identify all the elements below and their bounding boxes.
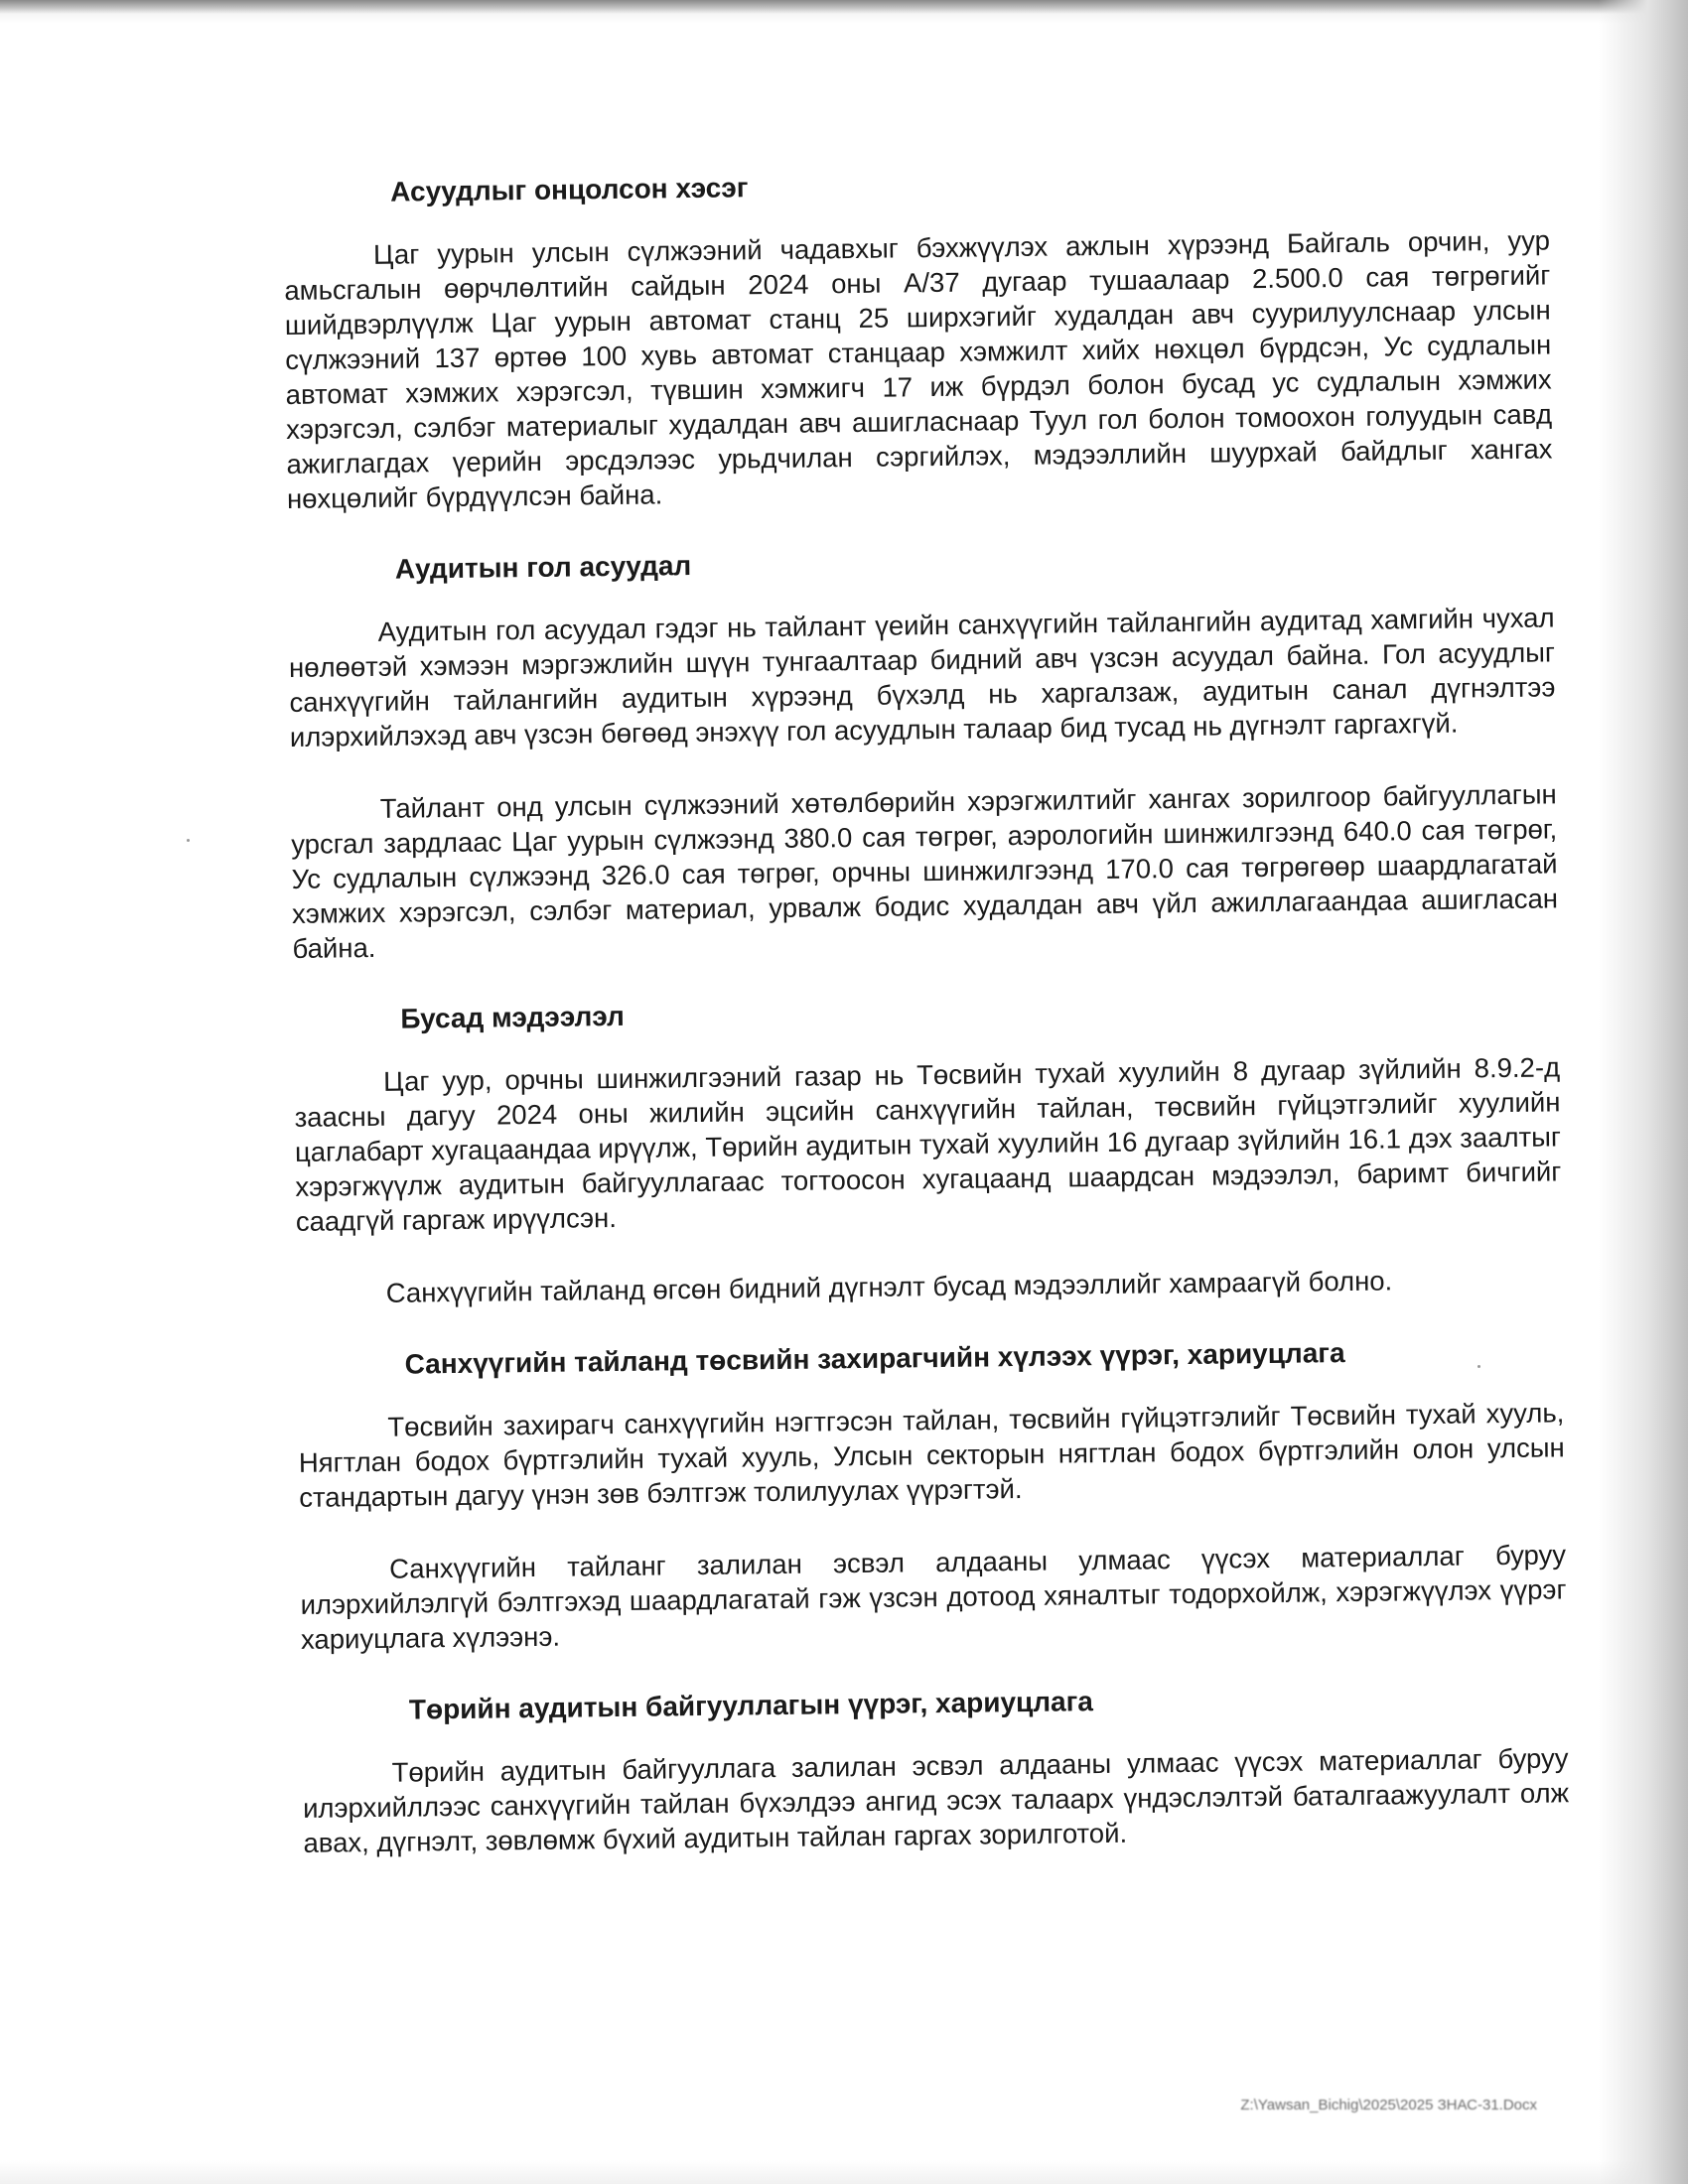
page-fold-shadow [1599, 0, 1688, 2184]
section-key-audit-matter [288, 538, 1559, 966]
section-key-issue [283, 161, 1553, 516]
scan-speck [187, 839, 190, 842]
section-heading: Аудитын гол асуудал [394, 550, 692, 585]
paragraph: Цаг уурын улсын сүлжээний чадавхыг бэхжүүлэх ажлын хүрээнд Байгаль орчин, уур амьсгалын өөрчлөлтийн сайдын 2024 оны А/37 дугаар тушаалаар 2.500.0 сая төгрөгийг шийдвэрлүүлж Цаг уурын автомат станц 25 ширхэгийг худалдан авч суурилуулснаар улсын сүлжээний 137 өртөө 100 хувь автомат станцаар хэмжилт хийх нөхцөл бүрдсэн, Ус судлалын автомат хэмжих хэрэгсэл, түвшин хэмжигч 17 иж бүрдэл болон бусад ус судлалын хэмжих хэрэгсэл, сэлбэг материалыг худалдан авч ашигласнаар Туул гол болон томоохон голуудын савд ажиглагдах үерийн эрсдэлээс урьдчилан сэргийлэх, мэдээллийн шуурхай байдлыг хангах нөхцөлийг бүрдүүлсэн байна. [284, 224, 1553, 514]
paragraph: Санхүүгийн тайланд өгсөн бидний дүгнэлт бусад мэдээллийг хамраагүй болно. [385, 1265, 1393, 1308]
paragraph: Тайлант онд улсын сүлжээний хөтөлбөрийн хэрэгжилтийг хангах зорилгоор байгууллагын урсгал зардлаас Цаг уурын сүлжээнд 380.0 сая төгрөг, аэрологийн шинжилгээнд 640.0 сая төгрөг, Ус судлалын сүлжээнд 326.0 сая төгрөг, орчны шинжилгээнд 170.0 сая төгрөгөөр шаардлагатай хэмжих хэрэгсэл, сэлбэг материал, урвалж бодис худалдан авч үйл ажиллагаандаа ашигласан байна. [291, 778, 1559, 964]
section-heading: Бусад мэдээлэл [400, 1000, 625, 1034]
paragraph: Санхүүгийн тайланг залилан эсвэл алдааны улмаас үүсэх материаллаг буруу илэрхийлэлгүй бэлтгэхэд шаардлагатай гэж үзсэн дотоод хяналтыг тодорхойлж, хэрэгжүүлэх үүрэг хариуцлага хүлээнэ. [300, 1539, 1567, 1655]
section-auditor-responsibility [302, 1679, 1570, 1860]
paragraph: Цаг уур, орчны шинжилгээний газар нь Төсвийн тухай хуулийн 8 дугаар зүйлийн 8.9.2-д заасны дагуу 2024 оны жилийн эцсийн санхүүгийн тайлан, төсвийн гүйцэтгэлийг хуулийн цаглабарт хугацаандаа ирүүлж, Төрийн аудитын тухай хуулийн 16 дугаар зүйлийн 16.1 дэх заалтыг хэрэгжүүлж аудитын байгууллагаас тогтоосон хугацаанд шаардсан мэдээлэл, баримт бичгийг саадгүй гаргаж ирүүлсэн. [294, 1051, 1562, 1237]
section-other-information [293, 988, 1563, 1311]
document-body [283, 161, 1570, 1897]
section-heading: Асуудлыг онцолсон хэсэг [390, 172, 749, 207]
section-heading: Санхүүгийн тайланд төсвийн захирагчийн хүлээх үүрэг, хариуцлага [404, 1337, 1345, 1380]
section-management-responsibility [297, 1333, 1567, 1657]
paragraph: Аудитын гол асуудал гэдэг нь тайлант үеийн санхүүгийн тайлангийн аудитад хамгийн чухал нөлөөтэй хэмээн мэргэжлийн шүүн тунгаалтаар бидний авч үзсэн асуудал байна. Гол асуудлыг санхүүгийн тайлангийн аудитын хүрээнд бүхэлд нь харгалзаж, аудитын санал дүгнэлтээ илэрхийлэхэд авч үзсэн бөгөөд энэхүү гол асуудлын талаар бид тусад нь дүгнэлт гаргахгүй. [288, 602, 1556, 752]
scan-top-shadow [0, 0, 1688, 14]
file-path-footer: Z:\Yawsan_Bichig\2025\2025 ЗНАС-31.Docx [1240, 2097, 1537, 2114]
paragraph: Төсвийн захирагч санхүүгийн нэгтгэсэн тайлан, төсвийн гүйцэтгэлийг Төсвийн тухай хууль, Нягтлан бодох бүртгэлийн тухай хууль, Улсын секторын нягтлан бодох бүртгэлийн олон улсын стандартын дагуу үнэн зөв бэлтгэж толилуулах үүрэгтэй. [298, 1397, 1565, 1513]
section-heading: Төрийн аудитын байгууллагын үүрэг, хариуцлага [408, 1686, 1094, 1725]
paragraph: Төрийн аудитын байгууллага залилан эсвэл алдааны улмаас үүсэх материаллаг буруу илэрхийллээс санхүүгийн тайлан бүхэлдээ ангид эсэх талаарх үндэслэлтэй баталгаажуулалт олж авах, дүгнэлт, зөвлөмж бүхий аудитын тайлан гаргах зорилготой. [302, 1742, 1570, 1858]
